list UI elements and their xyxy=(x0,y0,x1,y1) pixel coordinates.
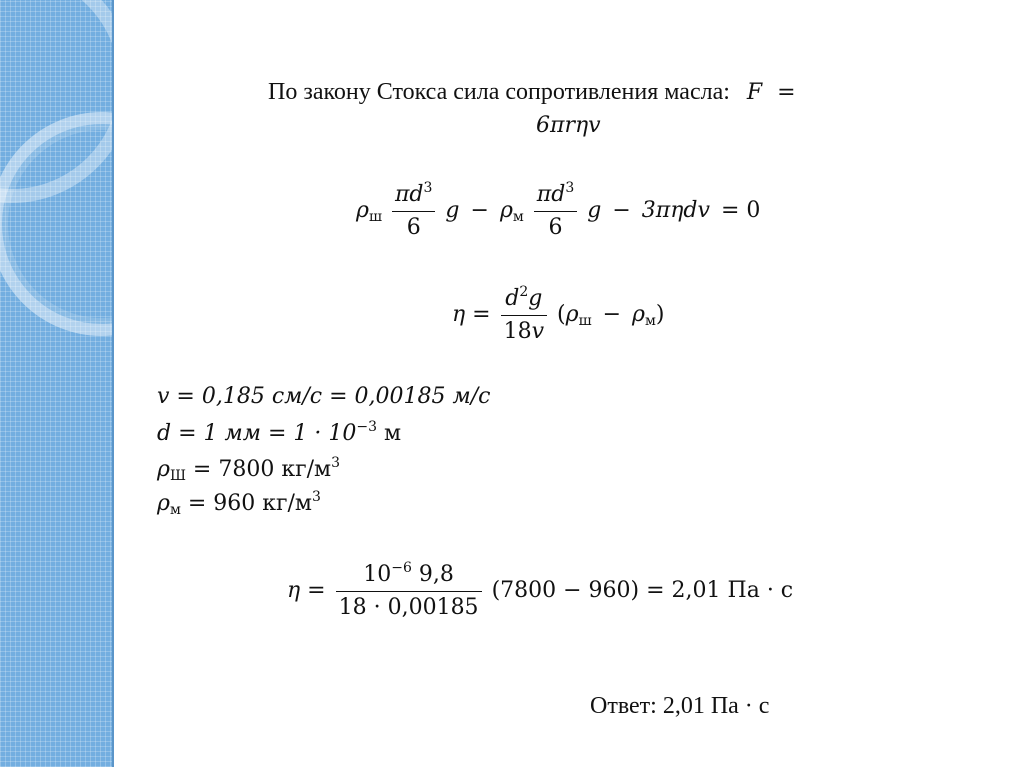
rho-oil: $\rho_м$ xyxy=(499,197,524,225)
equals-sign: = xyxy=(777,80,796,105)
calc-eta-lhs: η = xyxy=(287,577,326,603)
ball-volume-fraction: $\frac{\pi d^3}{6}$ xyxy=(392,180,435,242)
minus-sign-2: − xyxy=(612,197,631,223)
minus-sign: − xyxy=(470,197,489,223)
decorative-sidebar xyxy=(0,0,112,767)
force-symbol: F xyxy=(746,80,763,105)
viscosity-calculation xyxy=(287,560,793,622)
answer-text: Ответ: 2,01 Па · с xyxy=(590,693,770,719)
eta-fraction: $\frac{d^2g}{18v}$ xyxy=(501,284,547,346)
calc-fraction: $\frac{10^{-6} 9,8}{18 \cdot 0,00185}$ xyxy=(336,560,482,622)
viscosity-formula: η = $\frac{d^2g}{18v}$ $(\rho_ш - \rho_м)$ xyxy=(452,284,665,345)
velocity-value: v = 0,185 см/с = 0,00185 м/с xyxy=(157,384,491,409)
rho-ball-value: = 7800 кг/м xyxy=(185,457,332,482)
given-velocity xyxy=(157,386,490,408)
drag-term: 3πηdv xyxy=(641,197,710,223)
g-symbol-2: g xyxy=(587,197,602,223)
rho-ball: $\rho_ш$ xyxy=(356,197,382,225)
equals-zero: = 0 xyxy=(720,197,761,223)
calc-result: (7800 − 960) = 2,01 Па · с xyxy=(491,577,794,603)
answer xyxy=(590,694,769,718)
g-symbol: g xyxy=(445,197,460,223)
oil-volume-fraction: $\frac{\pi d^3}{6}$ xyxy=(534,180,577,242)
stokes-intro-text: По закону Стокса сила сопротивления масла: xyxy=(268,79,730,105)
diameter-value: d = 1 мм = 1 · 10 xyxy=(157,421,357,446)
stokes-law-statement xyxy=(268,80,796,104)
given-diameter: d = 1 мм = $1 \cdot 10^{-3}$ м xyxy=(157,419,402,446)
balance-equation xyxy=(356,180,760,242)
given-rho-oil: $\rho_м = 960$ $кг/м^3$ xyxy=(157,489,321,518)
eta-lhs: η = xyxy=(452,301,491,327)
stokes-formula xyxy=(536,115,601,137)
stokes-formula-text: 6πrηv xyxy=(536,113,601,138)
rho-oil-value: = 960 кг/м xyxy=(180,491,313,516)
given-rho-ball: $\rho_Ш = 7800$ $кг/м^3$ xyxy=(157,455,341,484)
